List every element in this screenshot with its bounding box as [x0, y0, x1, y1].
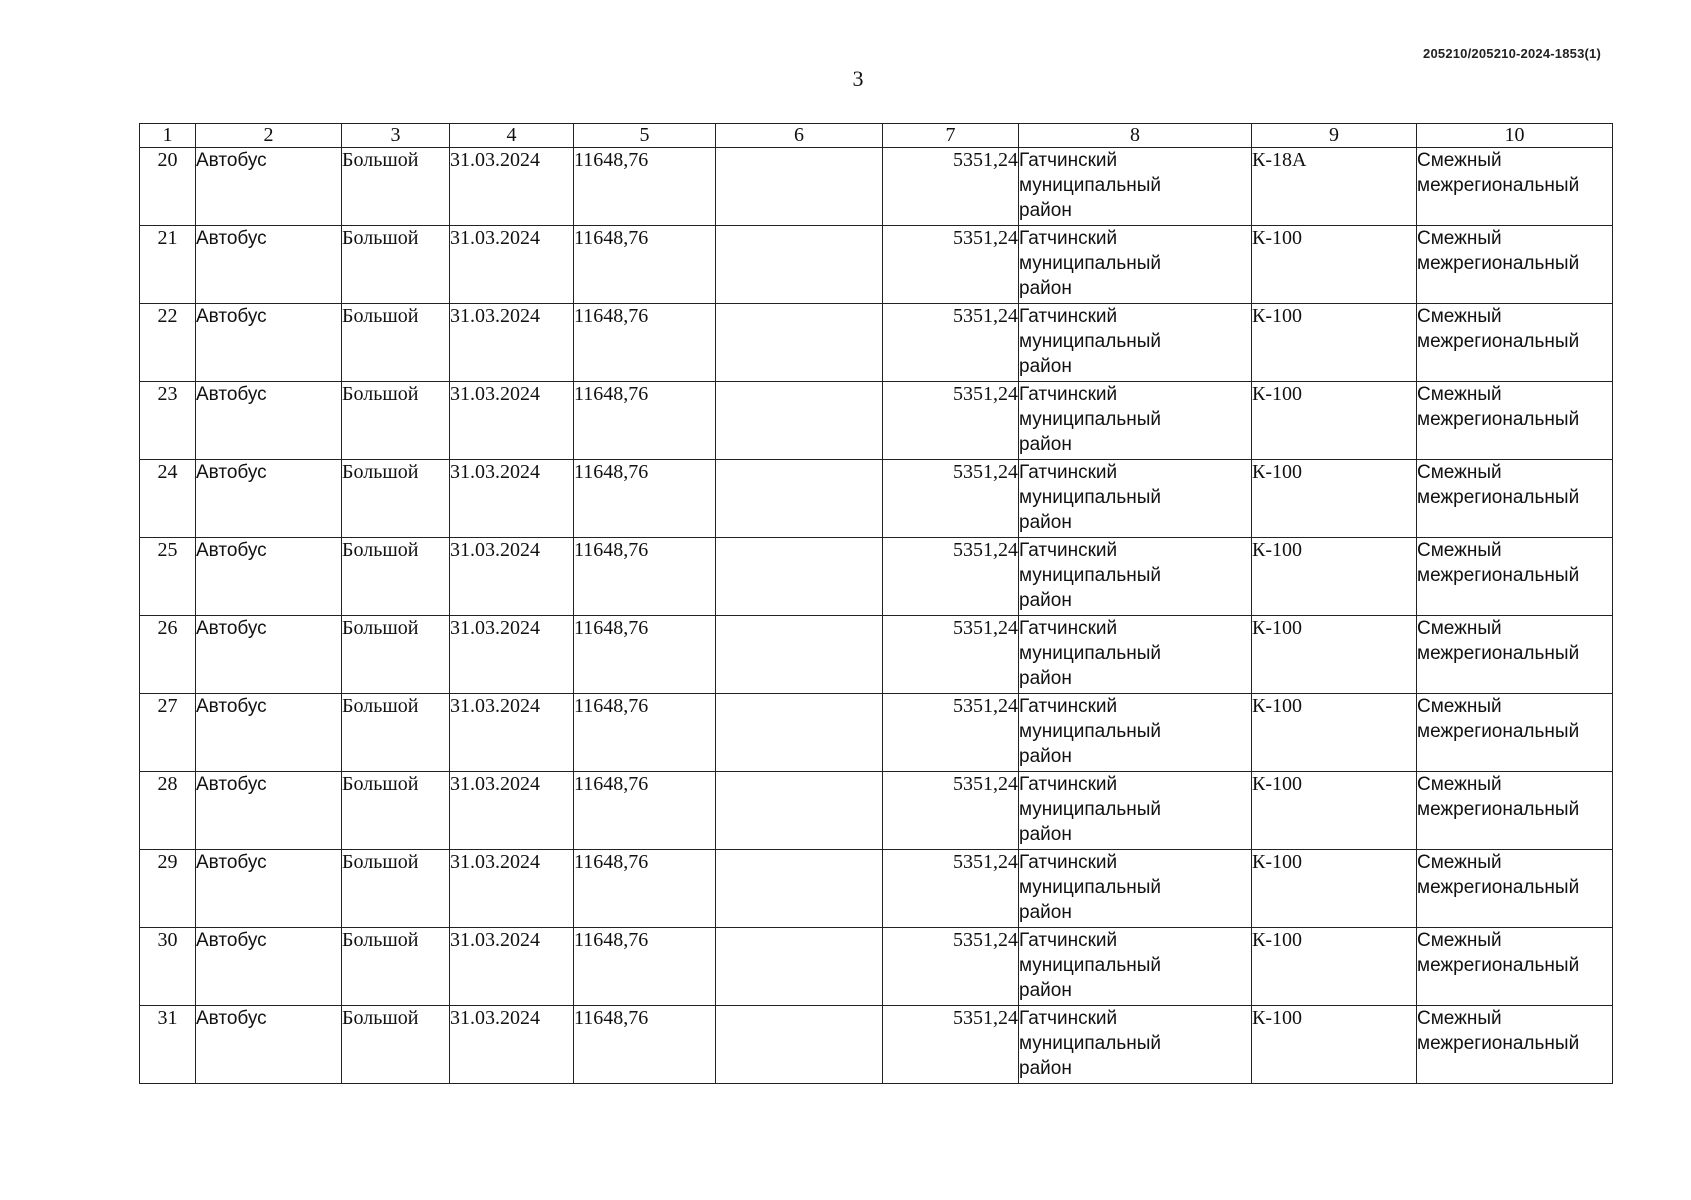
table-row [140, 694, 1613, 772]
route-kind-line: межрегиональный [1417, 721, 1580, 742]
district-cell [1019, 226, 1252, 304]
route-kind-line: межрегиональный [1417, 175, 1580, 196]
district-line: район [1019, 590, 1072, 611]
route-kind-line: Смежный [1417, 150, 1502, 171]
route-kind-line: межрегиональный [1417, 487, 1580, 508]
value-col7-cell: 5351,24 [883, 616, 1019, 694]
date-cell: 31.03.2024 [450, 850, 574, 928]
column-header-1: 1 [140, 124, 196, 148]
vehicle-type-cell: Автобус [196, 226, 342, 304]
vehicle-type-cell: Автобус [196, 148, 342, 226]
district-cell [1019, 382, 1252, 460]
vehicle-class-cell: Большой [342, 1006, 450, 1084]
route-kind-line: Смежный [1417, 540, 1502, 561]
value-col7-cell: 5351,24 [883, 772, 1019, 850]
route-kind-line: межрегиональный [1417, 409, 1580, 430]
district-line: муниципальный [1019, 331, 1161, 352]
value-col5-cell: 11648,76 [574, 616, 716, 694]
row-number-cell: 30 [140, 928, 196, 1006]
value-col5-cell: 11648,76 [574, 1006, 716, 1084]
value-col5-cell: 11648,76 [574, 460, 716, 538]
route-kind-cell [1417, 304, 1613, 382]
district-line: район [1019, 200, 1072, 221]
vehicle-class-cell: Большой [342, 148, 450, 226]
route-number-cell: К-100 [1252, 460, 1417, 538]
value-col5-cell: 11648,76 [574, 226, 716, 304]
column-header-8: 8 [1019, 124, 1252, 148]
district-line: Гатчинский [1019, 462, 1118, 483]
district-line: район [1019, 434, 1072, 455]
value-col7-cell: 5351,24 [883, 538, 1019, 616]
route-kind-cell [1417, 460, 1613, 538]
value-col5-cell: 11648,76 [574, 538, 716, 616]
district-line: Гатчинский [1019, 852, 1118, 873]
vehicle-class-cell: Большой [342, 928, 450, 1006]
vehicle-type-cell: Автобус [196, 382, 342, 460]
date-cell: 31.03.2024 [450, 694, 574, 772]
value-col7-cell: 5351,24 [883, 226, 1019, 304]
date-cell: 31.03.2024 [450, 148, 574, 226]
district-cell [1019, 148, 1252, 226]
route-number-cell: К-100 [1252, 1006, 1417, 1084]
district-line: муниципальный [1019, 955, 1161, 976]
table-row [140, 382, 1613, 460]
row-number-cell: 29 [140, 850, 196, 928]
route-kind-line: Смежный [1417, 306, 1502, 327]
vehicle-class-cell: Большой [342, 382, 450, 460]
route-kind-cell [1417, 382, 1613, 460]
route-kind-cell [1417, 148, 1613, 226]
route-kind-line: межрегиональный [1417, 877, 1580, 898]
row-number-cell: 25 [140, 538, 196, 616]
vehicle-class-cell: Большой [342, 772, 450, 850]
vehicle-class-cell: Большой [342, 694, 450, 772]
row-number-cell: 27 [140, 694, 196, 772]
date-cell: 31.03.2024 [450, 382, 574, 460]
route-kind-cell [1417, 226, 1613, 304]
column-header-9: 9 [1252, 124, 1417, 148]
vehicle-type-cell: Автобус [196, 304, 342, 382]
date-cell: 31.03.2024 [450, 616, 574, 694]
value-col7-cell: 5351,24 [883, 304, 1019, 382]
table-row [140, 460, 1613, 538]
row-number-cell: 22 [140, 304, 196, 382]
district-line: район [1019, 1058, 1072, 1079]
route-kind-line: межрегиональный [1417, 643, 1580, 664]
table-row [140, 304, 1613, 382]
district-cell [1019, 694, 1252, 772]
district-line: муниципальный [1019, 175, 1161, 196]
route-kind-line: Смежный [1417, 618, 1502, 639]
column-header-2: 2 [196, 124, 342, 148]
table-row [140, 616, 1613, 694]
vehicle-type-cell: Автобус [196, 460, 342, 538]
route-number-cell: К-100 [1252, 304, 1417, 382]
district-line: район [1019, 746, 1072, 767]
district-line: Гатчинский [1019, 696, 1118, 717]
value-col6-cell [716, 148, 883, 226]
district-line: Гатчинский [1019, 618, 1118, 639]
vehicle-type-cell: Автобус [196, 616, 342, 694]
route-number-cell: К-100 [1252, 616, 1417, 694]
table-row [140, 538, 1613, 616]
route-number-cell: К-100 [1252, 694, 1417, 772]
table-row [140, 1006, 1613, 1084]
column-header-4: 4 [450, 124, 574, 148]
district-cell [1019, 616, 1252, 694]
district-line: Гатчинский [1019, 930, 1118, 951]
district-line: район [1019, 980, 1072, 1001]
vehicle-type-cell: Автобус [196, 928, 342, 1006]
date-cell: 31.03.2024 [450, 226, 574, 304]
district-cell [1019, 928, 1252, 1006]
table-body [140, 148, 1613, 1084]
route-number-cell: К-18А [1252, 148, 1417, 226]
value-col5-cell: 11648,76 [574, 304, 716, 382]
date-cell: 31.03.2024 [450, 304, 574, 382]
route-kind-line: Смежный [1417, 462, 1502, 483]
route-kind-line: Смежный [1417, 696, 1502, 717]
column-header-6: 6 [716, 124, 883, 148]
route-kind-cell [1417, 616, 1613, 694]
route-kind-cell [1417, 694, 1613, 772]
value-col6-cell [716, 772, 883, 850]
column-header-3: 3 [342, 124, 450, 148]
district-cell [1019, 772, 1252, 850]
vehicle-table [139, 123, 1613, 1084]
value-col6-cell [716, 850, 883, 928]
route-kind-line: Смежный [1417, 228, 1502, 249]
row-number-cell: 21 [140, 226, 196, 304]
date-cell: 31.03.2024 [450, 1006, 574, 1084]
table-row [140, 928, 1613, 1006]
district-line: район [1019, 512, 1072, 533]
district-line: Гатчинский [1019, 540, 1118, 561]
route-number-cell: К-100 [1252, 226, 1417, 304]
district-line: район [1019, 668, 1072, 689]
district-line: район [1019, 902, 1072, 923]
table-row [140, 850, 1613, 928]
vehicle-type-cell: Автобус [196, 538, 342, 616]
row-number-cell: 31 [140, 1006, 196, 1084]
route-kind-cell [1417, 1006, 1613, 1084]
route-kind-cell [1417, 928, 1613, 1006]
column-header-5: 5 [574, 124, 716, 148]
route-number-cell: К-100 [1252, 772, 1417, 850]
value-col5-cell: 11648,76 [574, 382, 716, 460]
route-number-cell: К-100 [1252, 382, 1417, 460]
district-cell [1019, 538, 1252, 616]
date-cell: 31.03.2024 [450, 538, 574, 616]
value-col7-cell: 5351,24 [883, 850, 1019, 928]
row-number-cell: 26 [140, 616, 196, 694]
district-line: Гатчинский [1019, 228, 1118, 249]
route-kind-line: межрегиональный [1417, 1033, 1580, 1054]
row-number-cell: 23 [140, 382, 196, 460]
district-line: Гатчинский [1019, 1008, 1118, 1029]
vehicle-class-cell: Большой [342, 538, 450, 616]
vehicle-type-cell: Автобус [196, 850, 342, 928]
district-line: муниципальный [1019, 565, 1161, 586]
value-col6-cell [716, 304, 883, 382]
route-kind-cell [1417, 772, 1613, 850]
vehicle-type-cell: Автобус [196, 1006, 342, 1084]
district-line: муниципальный [1019, 643, 1161, 664]
value-col6-cell [716, 1006, 883, 1084]
district-cell [1019, 460, 1252, 538]
route-kind-line: межрегиональный [1417, 253, 1580, 274]
district-line: Гатчинский [1019, 774, 1118, 795]
value-col6-cell [716, 226, 883, 304]
document-id: 205210/205210-2024-1853(1) [1423, 46, 1601, 61]
district-cell [1019, 1006, 1252, 1084]
district-line: муниципальный [1019, 721, 1161, 742]
vehicle-type-cell: Автобус [196, 772, 342, 850]
date-cell: 31.03.2024 [450, 772, 574, 850]
route-number-cell: К-100 [1252, 538, 1417, 616]
column-header-7: 7 [883, 124, 1019, 148]
row-number-cell: 28 [140, 772, 196, 850]
district-cell [1019, 304, 1252, 382]
district-line: муниципальный [1019, 877, 1161, 898]
district-line: Гатчинский [1019, 150, 1118, 171]
route-kind-line: Смежный [1417, 384, 1502, 405]
route-kind-line: межрегиональный [1417, 331, 1580, 352]
value-col7-cell: 5351,24 [883, 694, 1019, 772]
route-kind-line: Смежный [1417, 1008, 1502, 1029]
value-col7-cell: 5351,24 [883, 460, 1019, 538]
value-col6-cell [716, 928, 883, 1006]
route-kind-cell [1417, 538, 1613, 616]
district-cell [1019, 850, 1252, 928]
table-row [140, 148, 1613, 226]
district-line: муниципальный [1019, 409, 1161, 430]
date-cell: 31.03.2024 [450, 928, 574, 1006]
vehicle-type-cell: Автобус [196, 694, 342, 772]
district-line: район [1019, 824, 1072, 845]
value-col5-cell: 11648,76 [574, 928, 716, 1006]
value-col5-cell: 11648,76 [574, 694, 716, 772]
date-cell: 31.03.2024 [450, 460, 574, 538]
route-kind-cell [1417, 850, 1613, 928]
value-col5-cell: 11648,76 [574, 772, 716, 850]
column-header-10: 10 [1417, 124, 1613, 148]
district-line: муниципальный [1019, 799, 1161, 820]
district-line: Гатчинский [1019, 306, 1118, 327]
table-row [140, 226, 1613, 304]
page-number: 3 [852, 66, 864, 91]
district-line: район [1019, 278, 1072, 299]
value-col7-cell: 5351,24 [883, 1006, 1019, 1084]
value-col5-cell: 11648,76 [574, 850, 716, 928]
row-number-cell: 24 [140, 460, 196, 538]
district-line: муниципальный [1019, 487, 1161, 508]
vehicle-class-cell: Большой [342, 460, 450, 538]
header-row [140, 124, 1613, 148]
district-line: муниципальный [1019, 253, 1161, 274]
district-line: муниципальный [1019, 1033, 1161, 1054]
value-col6-cell [716, 694, 883, 772]
vehicle-class-cell: Большой [342, 226, 450, 304]
value-col7-cell: 5351,24 [883, 928, 1019, 1006]
value-col6-cell [716, 382, 883, 460]
route-kind-line: Смежный [1417, 852, 1502, 873]
value-col7-cell: 5351,24 [883, 148, 1019, 226]
vehicle-class-cell: Большой [342, 616, 450, 694]
district-line: Гатчинский [1019, 384, 1118, 405]
vehicle-class-cell: Большой [342, 304, 450, 382]
route-kind-line: Смежный [1417, 774, 1502, 795]
value-col6-cell [716, 616, 883, 694]
value-col6-cell [716, 460, 883, 538]
vehicle-class-cell: Большой [342, 850, 450, 928]
route-number-cell: К-100 [1252, 928, 1417, 1006]
value-col5-cell: 11648,76 [574, 148, 716, 226]
route-kind-line: межрегиональный [1417, 565, 1580, 586]
district-line: район [1019, 356, 1072, 377]
route-kind-line: Смежный [1417, 930, 1502, 951]
route-kind-line: межрегиональный [1417, 955, 1580, 976]
value-col6-cell [716, 538, 883, 616]
route-kind-line: межрегиональный [1417, 799, 1580, 820]
row-number-cell: 20 [140, 148, 196, 226]
table-row [140, 772, 1613, 850]
value-col7-cell: 5351,24 [883, 382, 1019, 460]
route-number-cell: К-100 [1252, 850, 1417, 928]
